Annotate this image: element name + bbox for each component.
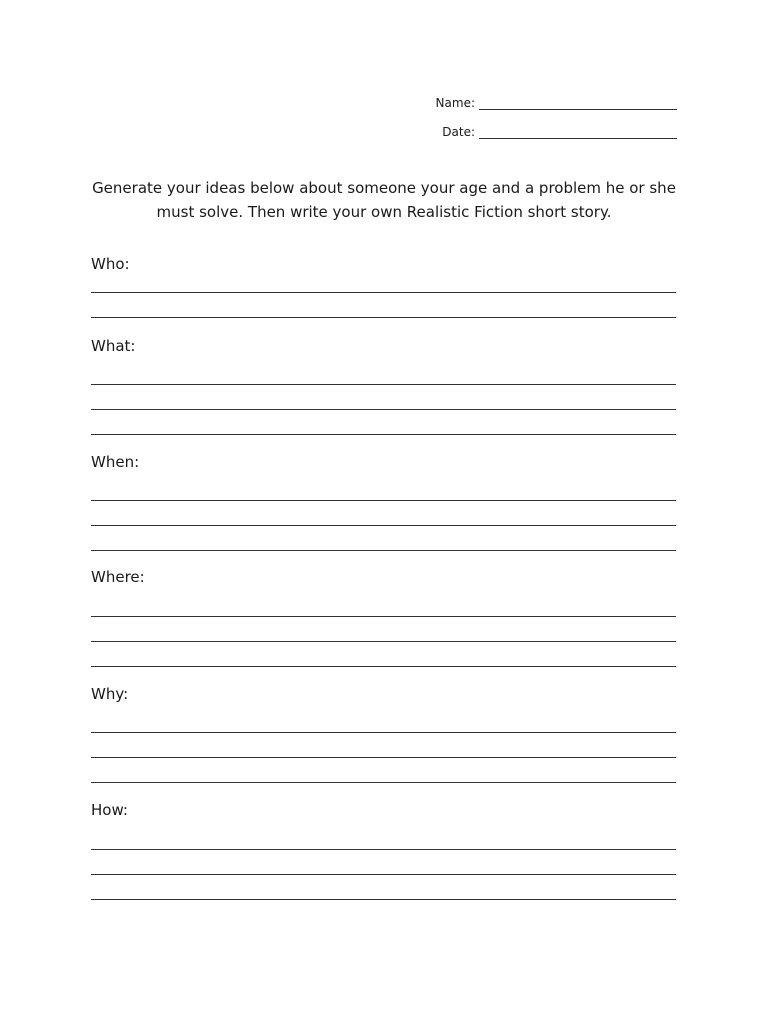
section-label-how: How: [91,801,128,819]
how-line-3[interactable] [91,899,676,900]
date-field[interactable] [442,123,677,139]
why-line-1[interactable] [91,732,676,733]
how-line-1[interactable] [91,849,676,850]
section-label-what: What: [91,337,136,355]
section-label-when: When: [91,453,140,471]
why-line-3[interactable] [91,782,676,783]
name-blank-line[interactable] [479,97,677,110]
where-line-1[interactable] [91,616,676,617]
section-label-where: Where: [91,568,145,586]
name-label: Name: [435,96,475,110]
what-line-3[interactable] [91,434,676,435]
date-label: Date: [442,125,475,139]
section-label-why: Why: [91,685,129,703]
who-line-1[interactable] [91,292,676,293]
where-line-3[interactable] [91,666,676,667]
what-line-1[interactable] [91,384,676,385]
who-line-2[interactable] [91,317,676,318]
where-line-2[interactable] [91,641,676,642]
what-line-2[interactable] [91,409,676,410]
when-line-1[interactable] [91,500,676,501]
name-field[interactable] [436,94,677,110]
why-line-2[interactable] [91,757,676,758]
when-line-2[interactable] [91,525,676,526]
date-blank-line[interactable] [479,126,677,139]
instructions-text: Generate your ideas below about someone your age and a problem he or she must solve. Then write your own Realistic Fiction short story. [92,179,676,221]
section-label-who: Who: [91,255,130,273]
how-line-2[interactable] [91,874,676,875]
when-line-3[interactable] [91,550,676,551]
